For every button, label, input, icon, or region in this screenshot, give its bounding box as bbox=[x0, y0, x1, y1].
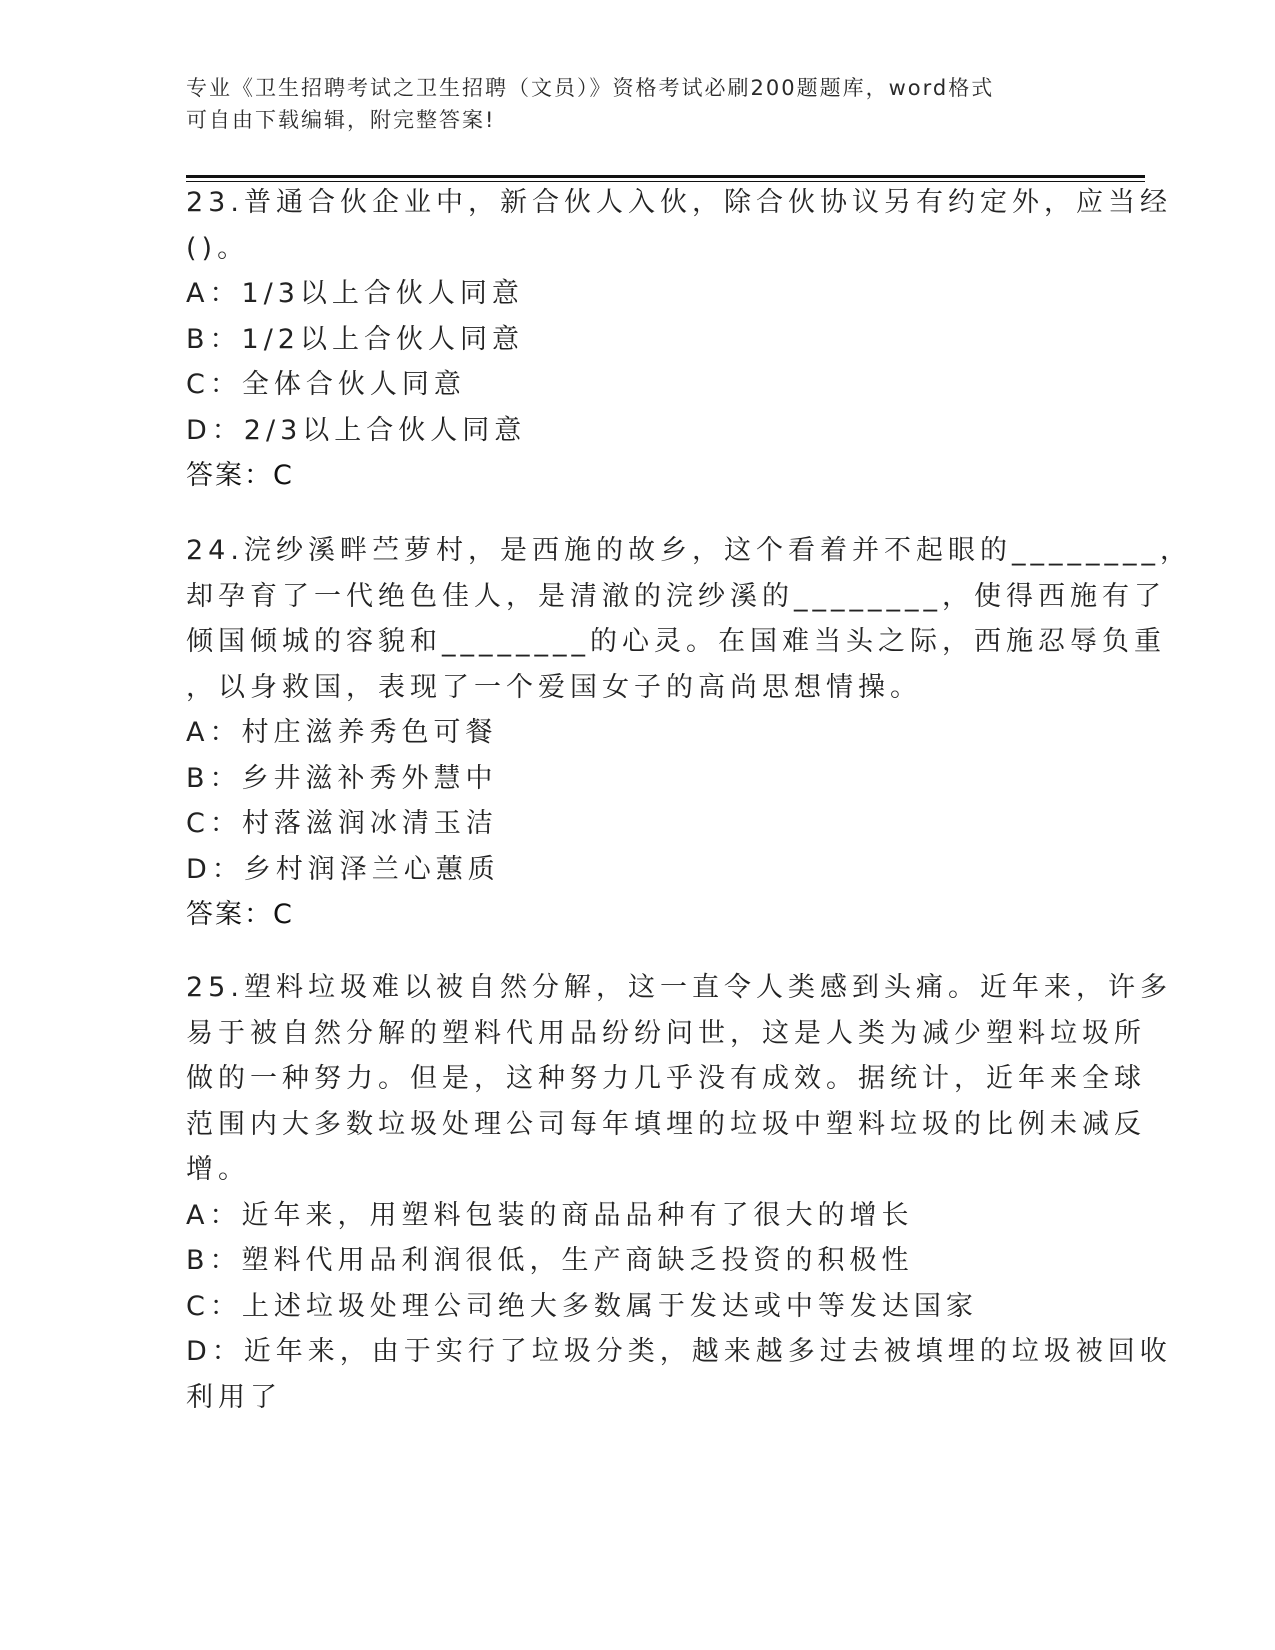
header-line-2: 可自由下载编辑，附完整答案! bbox=[186, 108, 496, 132]
option-c: C：上述垃圾处理公司绝大多数属于发达或中等发达国家 bbox=[186, 1290, 978, 1322]
answer-line: 答案：C bbox=[186, 899, 294, 930]
option-c: C：全体合伙人同意 bbox=[186, 369, 466, 400]
option-a: A：近年来，用塑料包装的商品品种有了很大的增长 bbox=[186, 1199, 914, 1231]
answer-line: 答案：C bbox=[186, 460, 294, 491]
question-text-line: ，以身救国，表现了一个爱国女子的高尚思想情操。 bbox=[186, 671, 922, 703]
option-d: D：近年来，由于实行了垃圾分类，越来越多过去被填埋的垃圾被回收 bbox=[186, 1336, 1172, 1367]
option-c: C：村落滋润冰清玉洁 bbox=[186, 808, 498, 839]
question-text-line: 增。 bbox=[186, 1154, 250, 1185]
question-text-line: 24.浣纱溪畔苎萝村，是西施的故乡，这个看着并不起眼的________， bbox=[186, 535, 1192, 566]
question-text-line: 范围内大多数垃圾处理公司每年填埋的垃圾中塑料垃圾的比例未减反 bbox=[186, 1108, 1146, 1140]
question-text-line: 却孕育了一代绝色佳人，是清澈的浣纱溪的________，使得西施有了 bbox=[186, 580, 1166, 612]
header-line-1: 专业《卫生招聘考试之卫生招聘（文员）》资格考试必刷200题题库，word格式 bbox=[186, 76, 995, 100]
option-d-continued: 利用了 bbox=[186, 1381, 282, 1413]
question-25 bbox=[186, 965, 1172, 1420]
question-text-line: 25.塑料垃圾难以被自然分解，这一直令人类感到头痛。近年来，许多 bbox=[186, 972, 1172, 1003]
option-a: A：1/3以上合伙人同意 bbox=[186, 278, 524, 309]
option-d: D：2/3以上合伙人同意 bbox=[186, 414, 527, 446]
option-b: B：塑料代用品利润很低，生产商缺乏投资的积极性 bbox=[186, 1245, 914, 1276]
question-text-line: ()。 bbox=[186, 232, 250, 264]
header-divider-thick bbox=[186, 175, 1145, 178]
option-d: D：乡村润泽兰心蕙质 bbox=[186, 853, 500, 885]
question-text-line: 23.普通合伙企业中，新合伙人入伙，除合伙协议另有约定外，应当经 bbox=[186, 187, 1172, 218]
option-a: A：村庄滋养秀色可餐 bbox=[186, 717, 498, 748]
question-text-line: 倾国倾城的容貌和________的心灵。在国难当头之际，西施忍辱负重 bbox=[186, 626, 1166, 657]
question-text-line: 做的一种努力。但是，这种努力几乎没有成效。据统计，近年来全球 bbox=[186, 1063, 1146, 1094]
option-b: B：乡井滋补秀外慧中 bbox=[186, 762, 498, 794]
document-header bbox=[186, 72, 1066, 136]
question-24 bbox=[186, 528, 1192, 938]
question-text-line: 易于被自然分解的塑料代用品纷纷问世，这是人类为减少塑料垃圾所 bbox=[186, 1017, 1146, 1049]
question-23 bbox=[186, 180, 1172, 499]
option-b: B：1/2以上合伙人同意 bbox=[186, 323, 524, 355]
